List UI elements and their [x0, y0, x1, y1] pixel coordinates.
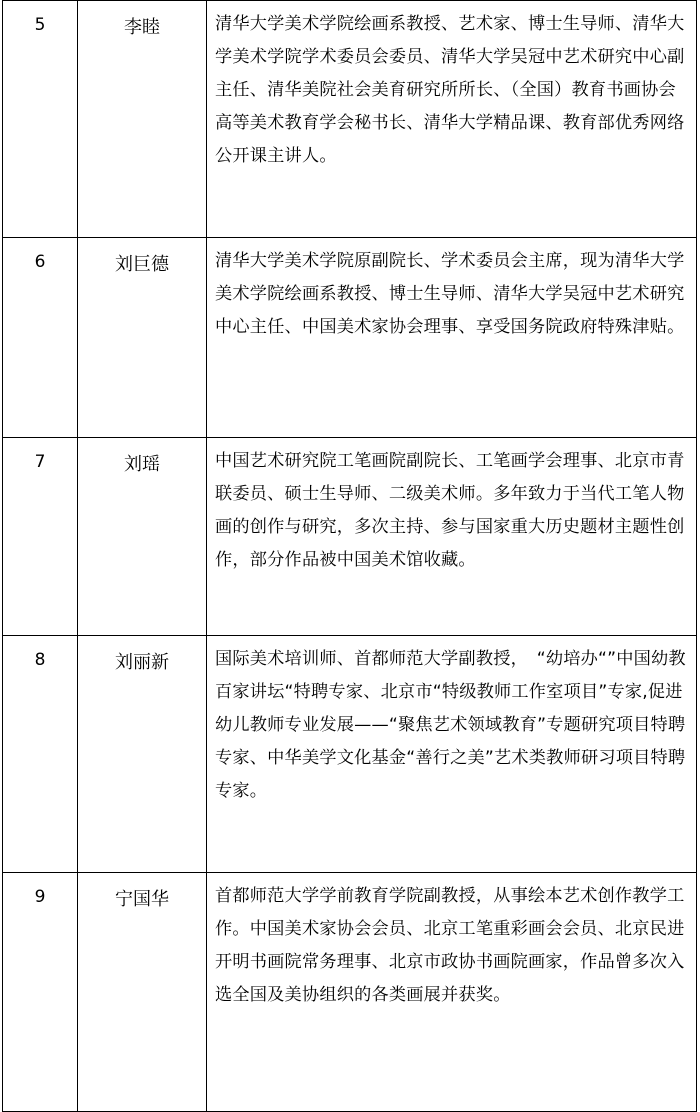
expert-description: 清华大学美术学院原副院长、学术委员会主席，现为清华大学美术学院绘画系教授、博士生导师、清华大学吴冠中艺术研究中心主任、中国美术家协会理事、享受国务院政府特殊津贴。	[207, 238, 697, 438]
row-number: 7	[3, 438, 78, 636]
expert-description: 清华大学美术学院绘画系教授、艺术家、博士生导师、清华大学美术学院学术委员会委员、清华大学吴冠中艺术研究中心副主任、清华美院社会美育研究所所长、（全国）教育书画协会高等美术教育学会秘书长、清华大学精品课、教育部优秀网络公开课主讲人。	[207, 1, 697, 238]
table-row	[3, 873, 697, 1112]
expert-description: 首都师范大学学前教育学院副教授，从事绘本艺术创作教学工作。中国美术家协会会员、北京工笔重彩画会会员、北京民进开明书画院常务理事、北京市政协书画院画家，作品曾多次入选全国及美协组织的各类画展并获奖。	[207, 873, 697, 1112]
expert-name: 宁国华	[78, 873, 207, 1112]
table-row	[3, 238, 697, 438]
table-row	[3, 1, 697, 238]
row-number: 5	[3, 1, 78, 238]
expert-description: 中国艺术研究院工笔画院副院长、工笔画学会理事、北京市青联委员、硕士生导师、二级美术师。多年致力于当代工笔人物画的创作与研究，多次主持、参与国家重大历史题材主题性创作，部分作品被中国美术馆收藏。	[207, 438, 697, 636]
expert-name: 刘瑶	[78, 438, 207, 636]
expert-description: 国际美术培训师、首都师范大学副教授， “幼培办“”中国幼教百家讲坛“特聘专家、北京市“特级教师工作室项目”专家,促进幼儿教师专业发展——“聚焦艺术领域教育”专题研究项目特聘专家、中华美学文化基金“善行之美”艺术类教师研习项目特聘专家。	[207, 636, 697, 873]
expert-name: 李睦	[78, 1, 207, 238]
row-number: 6	[3, 238, 78, 438]
table-row	[3, 438, 697, 636]
expert-name: 刘巨德	[78, 238, 207, 438]
table-row	[3, 636, 697, 873]
expert-name: 刘丽新	[78, 636, 207, 873]
row-number: 9	[3, 873, 78, 1112]
row-number: 8	[3, 636, 78, 873]
expert-table	[2, 0, 697, 1112]
